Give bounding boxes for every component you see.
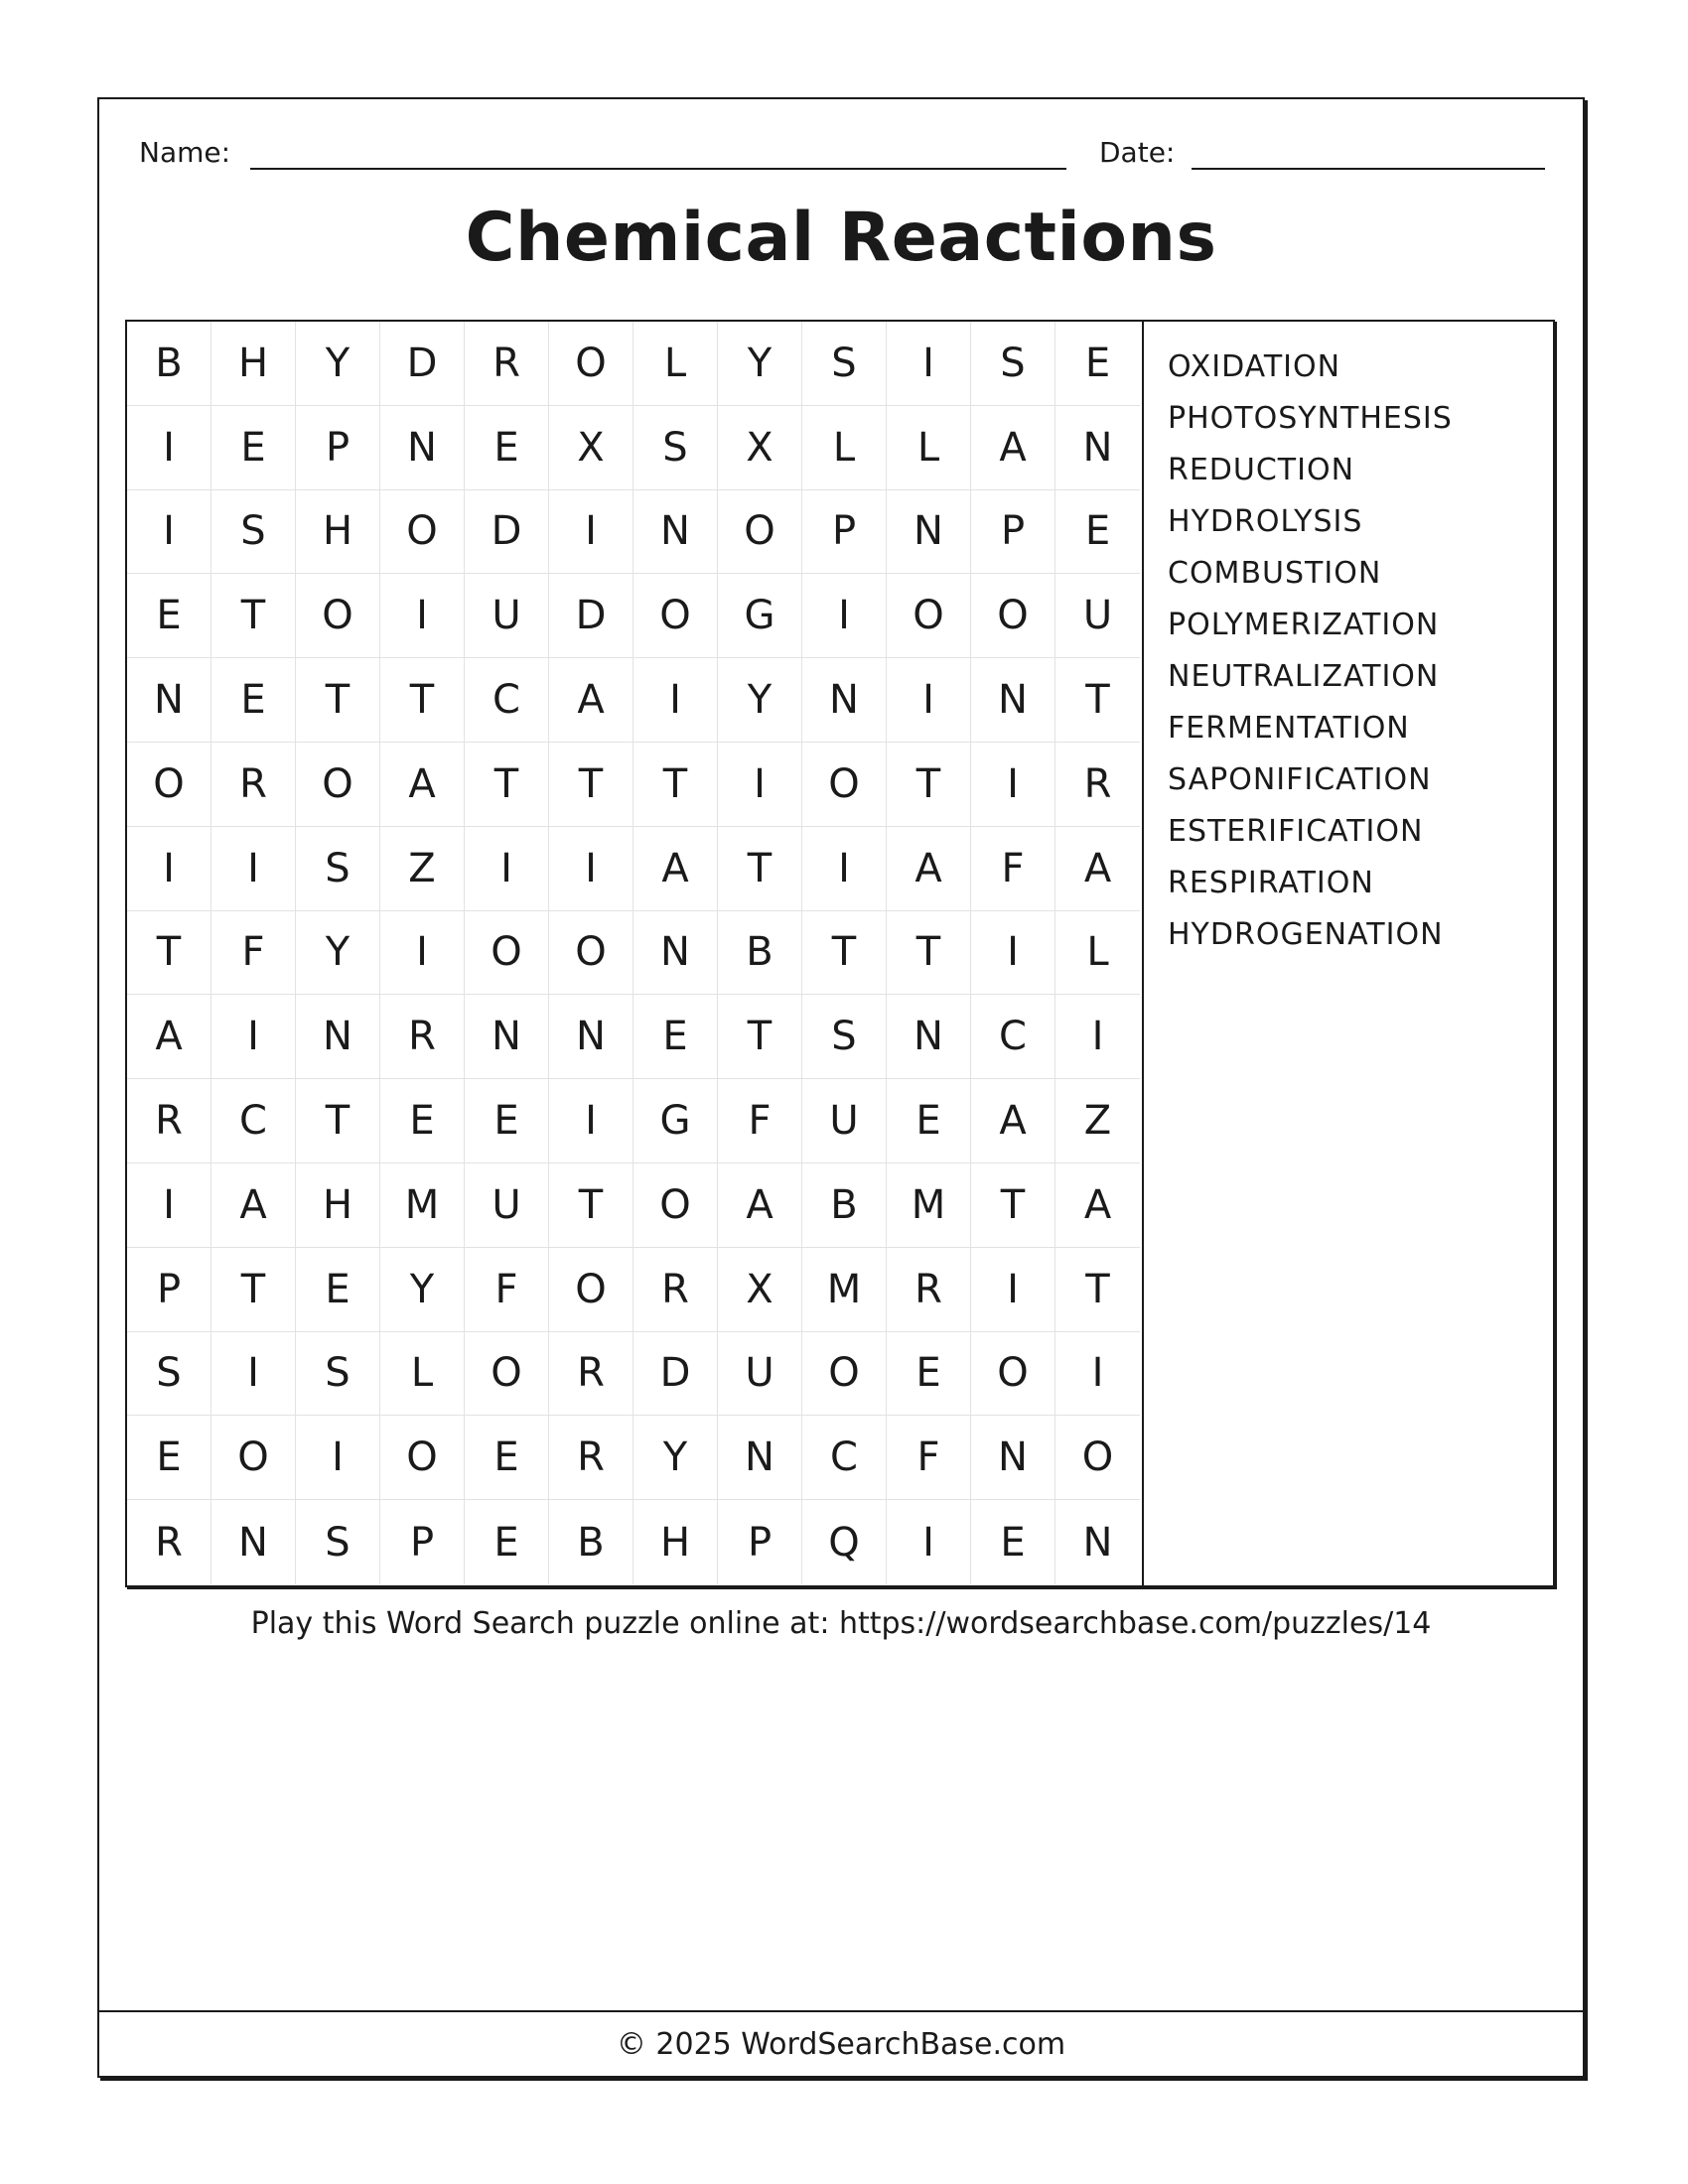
grid-cell[interactable]: R	[127, 1079, 211, 1163]
grid-cell[interactable]: E	[296, 1248, 380, 1332]
grid-cell[interactable]: D	[465, 490, 549, 575]
grid-cell[interactable]: I	[549, 827, 633, 911]
grid-cell[interactable]: N	[465, 995, 549, 1079]
grid-cell[interactable]: F	[211, 911, 296, 996]
grid-cell[interactable]: A	[971, 1079, 1055, 1163]
word-list-item: RESPIRATION	[1168, 866, 1374, 900]
grid-cell[interactable]: Q	[802, 1500, 887, 1584]
grid-cell[interactable]: G	[718, 574, 802, 658]
grid-cell[interactable]: I	[549, 1079, 633, 1163]
word-list-item: NEUTRALIZATION	[1168, 659, 1440, 694]
grid-cell[interactable]: P	[127, 1248, 211, 1332]
grid-cell[interactable]: I	[633, 658, 718, 743]
word-list-item: OXIDATION	[1168, 349, 1341, 384]
grid-cell[interactable]: S	[296, 827, 380, 911]
grid-cell[interactable]: I	[887, 1500, 971, 1584]
grid-cell[interactable]: N	[718, 1416, 802, 1500]
grid-cell[interactable]: N	[633, 490, 718, 575]
grid-cell[interactable]: A	[971, 406, 1055, 490]
grid-cell[interactable]: L	[887, 406, 971, 490]
grid-cell[interactable]: I	[127, 490, 211, 575]
grid-cell[interactable]: E	[127, 1416, 211, 1500]
word-list	[1168, 341, 1453, 961]
grid-cell[interactable]: T	[971, 1163, 1055, 1248]
grid-cell[interactable]: F	[718, 1079, 802, 1163]
grid-cell[interactable]: F	[887, 1416, 971, 1500]
grid-cell[interactable]: I	[211, 1332, 296, 1417]
grid-cell[interactable]: E	[380, 1079, 465, 1163]
grid-cell[interactable]: C	[971, 995, 1055, 1079]
grid-cell[interactable]: Z	[1055, 1079, 1140, 1163]
grid-cell[interactable]: I	[718, 743, 802, 827]
grid-cell[interactable]: C	[211, 1079, 296, 1163]
date-label: Date:	[1099, 136, 1176, 169]
grid-cell[interactable]: R	[887, 1248, 971, 1332]
grid-cell[interactable]: I	[211, 995, 296, 1079]
grid-cell[interactable]: E	[465, 1416, 549, 1500]
grid-cell[interactable]: F	[465, 1248, 549, 1332]
grid-cell[interactable]: A	[380, 743, 465, 827]
grid-cell[interactable]: S	[802, 322, 887, 406]
grid-cell[interactable]: N	[127, 658, 211, 743]
grid-cell[interactable]: A	[887, 827, 971, 911]
grid-cell[interactable]: E	[633, 995, 718, 1079]
grid-cell[interactable]: A	[1055, 827, 1140, 911]
grid-cell[interactable]: R	[465, 322, 549, 406]
grid-cell[interactable]: I	[549, 490, 633, 575]
grid-cell[interactable]: O	[296, 574, 380, 658]
grid-cell[interactable]: T	[549, 743, 633, 827]
grid-cell[interactable]: Z	[380, 827, 465, 911]
grid-cell[interactable]: O	[971, 1332, 1055, 1417]
grid-cell[interactable]: G	[633, 1079, 718, 1163]
grid-cell[interactable]: H	[296, 490, 380, 575]
puzzle-box	[125, 320, 1555, 1587]
grid-cell[interactable]: C	[802, 1416, 887, 1500]
grid-cell[interactable]: L	[802, 406, 887, 490]
grid-cell[interactable]: I	[802, 827, 887, 911]
grid-cell[interactable]: A	[633, 827, 718, 911]
grid-cell[interactable]: E	[887, 1079, 971, 1163]
grid-cell[interactable]: D	[633, 1332, 718, 1417]
grid-cell[interactable]: T	[802, 911, 887, 996]
grid-cell[interactable]: N	[887, 995, 971, 1079]
grid-cell[interactable]: M	[802, 1248, 887, 1332]
grid-cell[interactable]: U	[465, 1163, 549, 1248]
grid-cell[interactable]: F	[971, 827, 1055, 911]
grid-cell[interactable]: R	[127, 1500, 211, 1584]
word-list-item: FERMENTATION	[1168, 711, 1410, 746]
grid-cell[interactable]: O	[718, 490, 802, 575]
grid-cell[interactable]: E	[1055, 322, 1140, 406]
grid-cell[interactable]: T	[1055, 1248, 1140, 1332]
grid-cell[interactable]: E	[465, 1079, 549, 1163]
grid-cell[interactable]: E	[465, 406, 549, 490]
grid-cell[interactable]: I	[296, 1416, 380, 1500]
grid-cell[interactable]: I	[971, 743, 1055, 827]
grid-cell[interactable]: I	[380, 574, 465, 658]
grid-cell[interactable]: T	[296, 1079, 380, 1163]
grid-cell[interactable]: P	[718, 1500, 802, 1584]
grid-cell[interactable]: N	[296, 995, 380, 1079]
grid-cell[interactable]: P	[380, 1500, 465, 1584]
grid-cell[interactable]: M	[380, 1163, 465, 1248]
grid-cell[interactable]: R	[1055, 743, 1140, 827]
grid-cell[interactable]: T	[380, 658, 465, 743]
grid-cell[interactable]: Y	[296, 322, 380, 406]
name-label: Name:	[139, 136, 231, 169]
grid-cell[interactable]: O	[549, 911, 633, 996]
grid-cell[interactable]: O	[549, 322, 633, 406]
footer-divider	[97, 2010, 1585, 2012]
grid-cell[interactable]: N	[887, 490, 971, 575]
grid-cell[interactable]: I	[802, 574, 887, 658]
grid-cell[interactable]: N	[971, 1416, 1055, 1500]
grid-cell[interactable]: O	[887, 574, 971, 658]
grid-cell[interactable]: Y	[633, 1416, 718, 1500]
grid-cell[interactable]: I	[127, 406, 211, 490]
grid-cell[interactable]: R	[549, 1332, 633, 1417]
name-date-row	[139, 134, 1545, 178]
grid-cell[interactable]: O	[802, 1332, 887, 1417]
name-field[interactable]	[250, 168, 1066, 170]
word-list-item: SAPONIFICATION	[1168, 762, 1432, 797]
grid-cell[interactable]: X	[718, 406, 802, 490]
grid-cell[interactable]: A	[1055, 1163, 1140, 1248]
grid-cell[interactable]: S	[633, 406, 718, 490]
grid-cell[interactable]: T	[127, 911, 211, 996]
grid-cell[interactable]: D	[549, 574, 633, 658]
grid-cell[interactable]: X	[718, 1248, 802, 1332]
grid-cell[interactable]: A	[718, 1163, 802, 1248]
grid-cell[interactable]: M	[887, 1163, 971, 1248]
grid-cell[interactable]: N	[1055, 406, 1140, 490]
word-list-item: REDUCTION	[1168, 453, 1355, 487]
grid-cell[interactable]: B	[127, 322, 211, 406]
grid-cell[interactable]: T	[633, 743, 718, 827]
grid-cell[interactable]: O	[549, 1248, 633, 1332]
grid-cell[interactable]: R	[211, 743, 296, 827]
grid-cell[interactable]: Y	[718, 658, 802, 743]
grid-cell[interactable]: T	[887, 743, 971, 827]
grid-cell[interactable]: O	[127, 743, 211, 827]
grid-cell[interactable]: R	[380, 995, 465, 1079]
grid-cell[interactable]: Y	[296, 911, 380, 996]
grid-cell[interactable]: O	[296, 743, 380, 827]
grid-cell[interactable]: C	[465, 658, 549, 743]
grid-cell[interactable]: R	[549, 1416, 633, 1500]
grid-cell[interactable]: I	[127, 1163, 211, 1248]
grid-cell[interactable]: E	[127, 574, 211, 658]
grid-cell[interactable]: L	[633, 322, 718, 406]
grid-cell[interactable]: O	[633, 1163, 718, 1248]
grid-cell[interactable]: N	[802, 658, 887, 743]
grid-cell[interactable]: Y	[718, 322, 802, 406]
grid-cell[interactable]: A	[549, 658, 633, 743]
grid-cell[interactable]: I	[127, 827, 211, 911]
grid-cell[interactable]: S	[296, 1500, 380, 1584]
grid-cell[interactable]: U	[1055, 574, 1140, 658]
date-field[interactable]	[1192, 168, 1545, 170]
grid-cell[interactable]: O	[465, 1332, 549, 1417]
grid-cell[interactable]: I	[887, 322, 971, 406]
word-list-item: POLYMERIZATION	[1168, 608, 1440, 642]
grid-cell[interactable]: I	[1055, 995, 1140, 1079]
grid-cell[interactable]: I	[887, 658, 971, 743]
letter-grid	[127, 322, 1144, 1585]
grid-cell[interactable]: E	[971, 1500, 1055, 1584]
word-list-item: COMBUSTION	[1168, 556, 1382, 591]
grid-cell[interactable]: O	[211, 1416, 296, 1500]
grid-cell[interactable]: H	[633, 1500, 718, 1584]
grid-cell[interactable]: O	[380, 490, 465, 575]
grid-cell[interactable]: T	[1055, 658, 1140, 743]
word-list-item: PHOTOSYNTHESIS	[1168, 401, 1453, 436]
word-list-item: HYDROGENATION	[1168, 917, 1444, 952]
grid-cell[interactable]: I	[1055, 1332, 1140, 1417]
grid-cell[interactable]: I	[465, 827, 549, 911]
grid-cell[interactable]: T	[211, 1248, 296, 1332]
grid-cell[interactable]: N	[211, 1500, 296, 1584]
grid-cell[interactable]: T	[887, 911, 971, 996]
grid-cell[interactable]: S	[296, 1332, 380, 1417]
grid-cell[interactable]: N	[971, 658, 1055, 743]
grid-cell[interactable]: I	[211, 827, 296, 911]
word-list-item: ESTERIFICATION	[1168, 814, 1424, 849]
grid-cell[interactable]: S	[802, 995, 887, 1079]
grid-cell[interactable]: U	[802, 1079, 887, 1163]
grid-cell[interactable]: O	[1055, 1416, 1140, 1500]
grid-cell[interactable]: E	[211, 406, 296, 490]
grid-cell[interactable]: T	[465, 743, 549, 827]
grid-cell[interactable]: P	[296, 406, 380, 490]
grid-cell[interactable]: E	[1055, 490, 1140, 575]
grid-cell[interactable]: U	[465, 574, 549, 658]
grid-cell[interactable]: O	[802, 743, 887, 827]
grid-cell[interactable]: Y	[380, 1248, 465, 1332]
page-title: Chemical Reactions	[465, 199, 1217, 277]
grid-cell[interactable]: I	[971, 911, 1055, 996]
grid-cell[interactable]: T	[718, 995, 802, 1079]
grid-cell[interactable]: R	[633, 1248, 718, 1332]
play-online-link[interactable]: Play this Word Search puzzle online at: https://wordsearchbase.com/puzzles/14	[250, 1606, 1432, 1641]
grid-cell[interactable]: A	[127, 995, 211, 1079]
grid-cell[interactable]: E	[887, 1332, 971, 1417]
grid-cell[interactable]: O	[633, 574, 718, 658]
grid-cell[interactable]: T	[549, 1163, 633, 1248]
grid-cell[interactable]: N	[1082, 1519, 1113, 1566]
grid-cell[interactable]: S	[127, 1332, 211, 1417]
grid-cell[interactable]: T	[211, 574, 296, 658]
grid-cell[interactable]: P	[971, 490, 1055, 575]
grid-cell[interactable]: O	[380, 1416, 465, 1500]
grid-cell[interactable]: S	[971, 322, 1055, 406]
grid-cell[interactable]: B	[718, 911, 802, 996]
grid-cell[interactable]: S	[211, 490, 296, 575]
grid-cell[interactable]: E	[211, 658, 296, 743]
grid-cell[interactable]: B	[549, 1500, 633, 1584]
grid-cell[interactable]: O	[465, 911, 549, 996]
grid-cell[interactable]: T	[718, 827, 802, 911]
grid-cell[interactable]: E	[465, 1500, 549, 1584]
grid-cell[interactable]: T	[296, 658, 380, 743]
grid-cell[interactable]: P	[802, 490, 887, 575]
grid-cell[interactable]: N	[633, 911, 718, 996]
grid-cell[interactable]: L	[1055, 911, 1140, 996]
grid-cell[interactable]: A	[211, 1163, 296, 1248]
grid-cell[interactable]: O	[971, 574, 1055, 658]
grid-cell[interactable]: L	[380, 1332, 465, 1417]
grid-cell[interactable]: H	[296, 1163, 380, 1248]
grid-cell[interactable]: B	[802, 1163, 887, 1248]
grid-cell[interactable]: D	[380, 322, 465, 406]
word-list-item: HYDROLYSIS	[1168, 504, 1363, 539]
grid-cell[interactable]: I	[971, 1248, 1055, 1332]
grid-cell[interactable]: N	[380, 406, 465, 490]
grid-cell[interactable]: U	[718, 1332, 802, 1417]
grid-cell[interactable]: H	[211, 322, 296, 406]
copyright-text: © 2025 WordSearchBase.com	[616, 2027, 1066, 2062]
grid-cell[interactable]: X	[549, 406, 633, 490]
grid-cell[interactable]: I	[380, 911, 465, 996]
grid-cell[interactable]: N	[549, 995, 633, 1079]
